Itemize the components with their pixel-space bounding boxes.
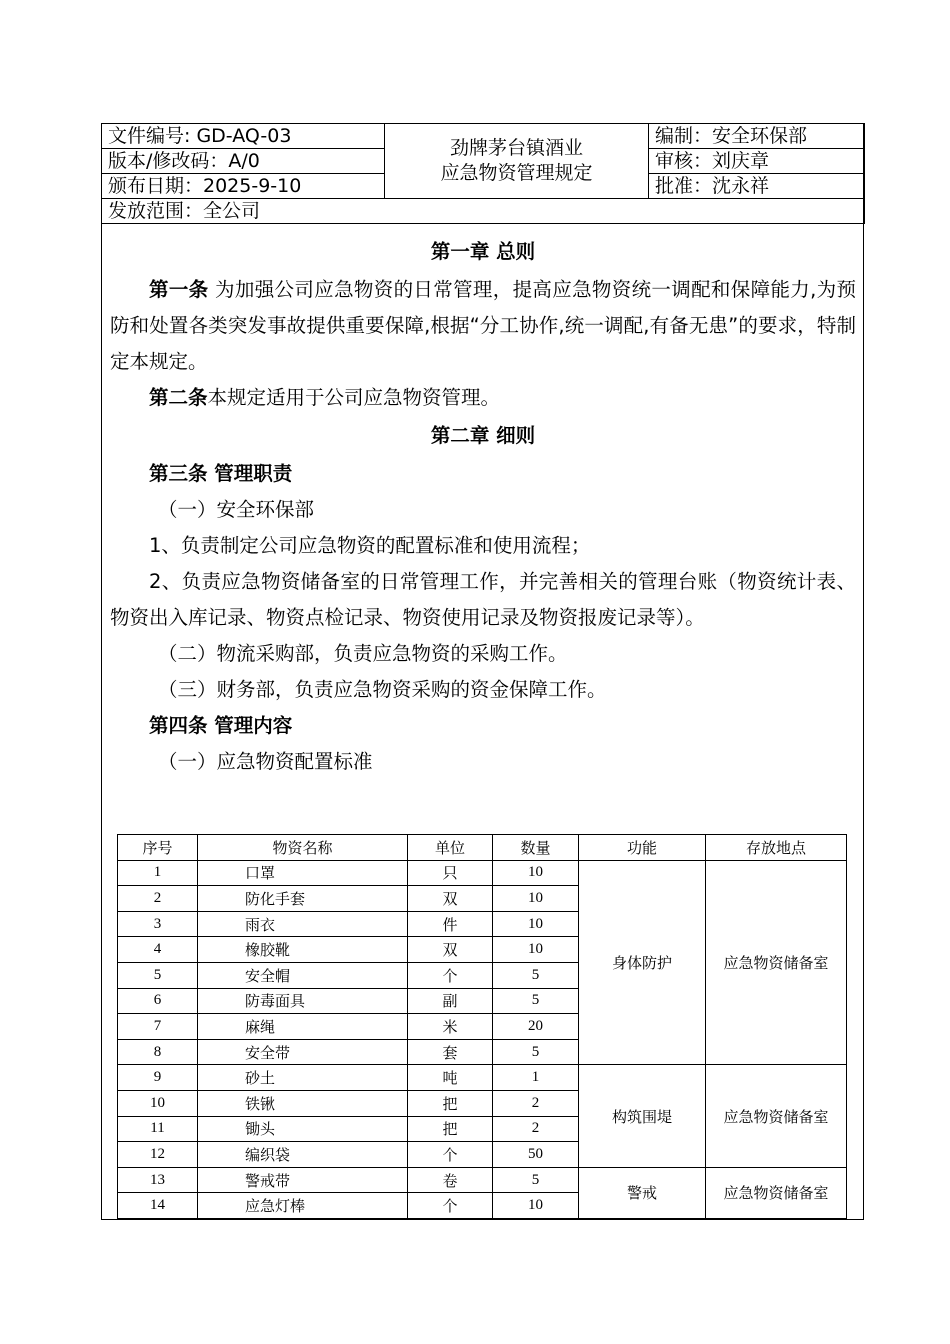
item-name-cell: 锄头 (198, 1116, 408, 1142)
item-name-cell: 橡胶靴 (198, 937, 408, 963)
approved-by: 批准：沈永祥 (649, 174, 865, 199)
seq-cell: 7 (118, 1014, 198, 1040)
doc-number: 文件编号: GD-AQ-03 (102, 124, 385, 149)
column-header: 物资名称 (198, 835, 408, 861)
unit-cell: 双 (408, 886, 493, 912)
unit-cell: 把 (408, 1090, 493, 1116)
seq-cell: 13 (118, 1167, 198, 1193)
quantity-cell: 2 (493, 1090, 579, 1116)
section-heading: （一）安全环保部 (158, 498, 315, 521)
item-name-cell: 警戒带 (198, 1167, 408, 1193)
section-heading: （三）财务部，负责应急物资采购的资金保障工作。 (158, 678, 607, 701)
item-name-cell: 砂土 (198, 1065, 408, 1091)
quantity-cell: 5 (493, 1167, 579, 1193)
article-label: 第一条 (149, 278, 209, 301)
quantity-cell: 2 (493, 1116, 579, 1142)
seq-cell: 11 (118, 1116, 198, 1142)
article-3-heading: 第三条 管理职责 (149, 462, 293, 485)
seq-cell: 1 (118, 860, 198, 886)
company-name: 劲牌茅台镇酒业 (449, 137, 583, 159)
article-1 (110, 272, 856, 380)
prepared-by: 编制：安全环保部 (649, 124, 865, 149)
seq-cell: 6 (118, 988, 198, 1014)
quantity-cell: 5 (493, 1039, 579, 1065)
unit-cell: 双 (408, 937, 493, 963)
unit-cell: 个 (408, 1142, 493, 1168)
unit-cell: 个 (408, 962, 493, 988)
article-4-heading: 第四条 管理内容 (149, 714, 293, 737)
seq-cell: 8 (118, 1039, 198, 1065)
article-2 (110, 380, 856, 416)
document-header (101, 123, 865, 224)
quantity-cell: 5 (493, 988, 579, 1014)
seq-cell: 4 (118, 937, 198, 963)
location-cell: 应急物资储备室 (706, 1065, 847, 1167)
section-heading: （二）物流采购部，负责应急物资的采购工作。 (158, 642, 568, 665)
unit-cell: 只 (408, 860, 493, 886)
article-text: 为加强公司应急物资的日常管理，提高应急物资统一调配和保障能力,为预防和处置各类突发事故提供重要保障,根据“分工协作,统一调配,有备无患”的要求，特制定本规定。 (110, 278, 856, 373)
seq-cell: 10 (118, 1090, 198, 1116)
quantity-cell: 10 (493, 860, 579, 886)
unit-cell: 吨 (408, 1065, 493, 1091)
column-header: 序号 (118, 835, 198, 861)
location-cell: 应急物资储备室 (706, 1167, 847, 1218)
unit-cell: 米 (408, 1014, 493, 1040)
item-name-cell: 口罩 (198, 860, 408, 886)
item-name-cell: 编织袋 (198, 1142, 408, 1168)
quantity-cell: 10 (493, 886, 579, 912)
table-row (118, 860, 847, 886)
seq-cell: 12 (118, 1142, 198, 1168)
unit-cell: 件 (408, 911, 493, 937)
item-name-cell: 麻绳 (198, 1014, 408, 1040)
unit-cell: 个 (408, 1193, 493, 1219)
reviewed-by: 审核：刘庆章 (649, 149, 865, 174)
materials-table (117, 834, 847, 1219)
column-header: 单位 (408, 835, 493, 861)
document-body (110, 232, 856, 780)
issue-date: 颁布日期：2025-9-10 (102, 174, 385, 199)
column-header: 数量 (493, 835, 579, 861)
column-header: 功能 (579, 835, 706, 861)
quantity-cell: 20 (493, 1014, 579, 1040)
seq-cell: 9 (118, 1065, 198, 1091)
document-title (385, 124, 649, 199)
location-cell: 应急物资储备室 (706, 860, 847, 1065)
item-name-cell: 防毒面具 (198, 988, 408, 1014)
quantity-cell: 1 (493, 1065, 579, 1091)
item-name-cell: 铁锹 (198, 1090, 408, 1116)
unit-cell: 套 (408, 1039, 493, 1065)
item-name-cell: 安全帽 (198, 962, 408, 988)
quantity-cell: 10 (493, 1193, 579, 1219)
item-name-cell: 雨衣 (198, 911, 408, 937)
quantity-cell: 50 (493, 1142, 579, 1168)
unit-cell: 把 (408, 1116, 493, 1142)
quantity-cell: 10 (493, 911, 579, 937)
list-item: 1、负责制定公司应急物资的配置标准和使用流程； (149, 534, 591, 557)
unit-cell: 副 (408, 988, 493, 1014)
unit-cell: 卷 (408, 1167, 493, 1193)
seq-cell: 14 (118, 1193, 198, 1219)
article-text: 本规定适用于公司应急物资管理。 (207, 386, 501, 409)
item-name-cell: 应急灯棒 (198, 1193, 408, 1219)
function-cell: 警戒 (579, 1167, 706, 1218)
seq-cell: 5 (118, 962, 198, 988)
item-name-cell: 防化手套 (198, 886, 408, 912)
version-code: 版本/修改码：A/0 (102, 149, 385, 174)
seq-cell: 3 (118, 911, 198, 937)
column-header: 存放地点 (706, 835, 847, 861)
article-label: 第二条 (149, 386, 208, 409)
quantity-cell: 10 (493, 937, 579, 963)
distribution-scope: 发放范围：全公司 (102, 199, 865, 224)
subsection-heading: （一）应急物资配置标准 (158, 750, 373, 773)
quantity-cell: 5 (493, 962, 579, 988)
chapter-heading: 第一章 总则 (430, 240, 536, 263)
table-row (118, 1065, 847, 1091)
list-item: 2、负责应急物资储备室的日常管理工作，并完善相关的管理台账（物资统计表、物资出入库记录、物资点检记录、物资使用记录及物资报废记录等）。 (110, 570, 856, 629)
chapter-heading: 第二章 细则 (430, 424, 536, 447)
seq-cell: 2 (118, 886, 198, 912)
regulation-title: 应急物资管理规定 (440, 162, 593, 184)
function-cell: 身体防护 (579, 860, 706, 1065)
function-cell: 构筑围堤 (579, 1065, 706, 1167)
table-header-row (118, 835, 847, 861)
item-name-cell: 安全带 (198, 1039, 408, 1065)
table-row (118, 1167, 847, 1193)
